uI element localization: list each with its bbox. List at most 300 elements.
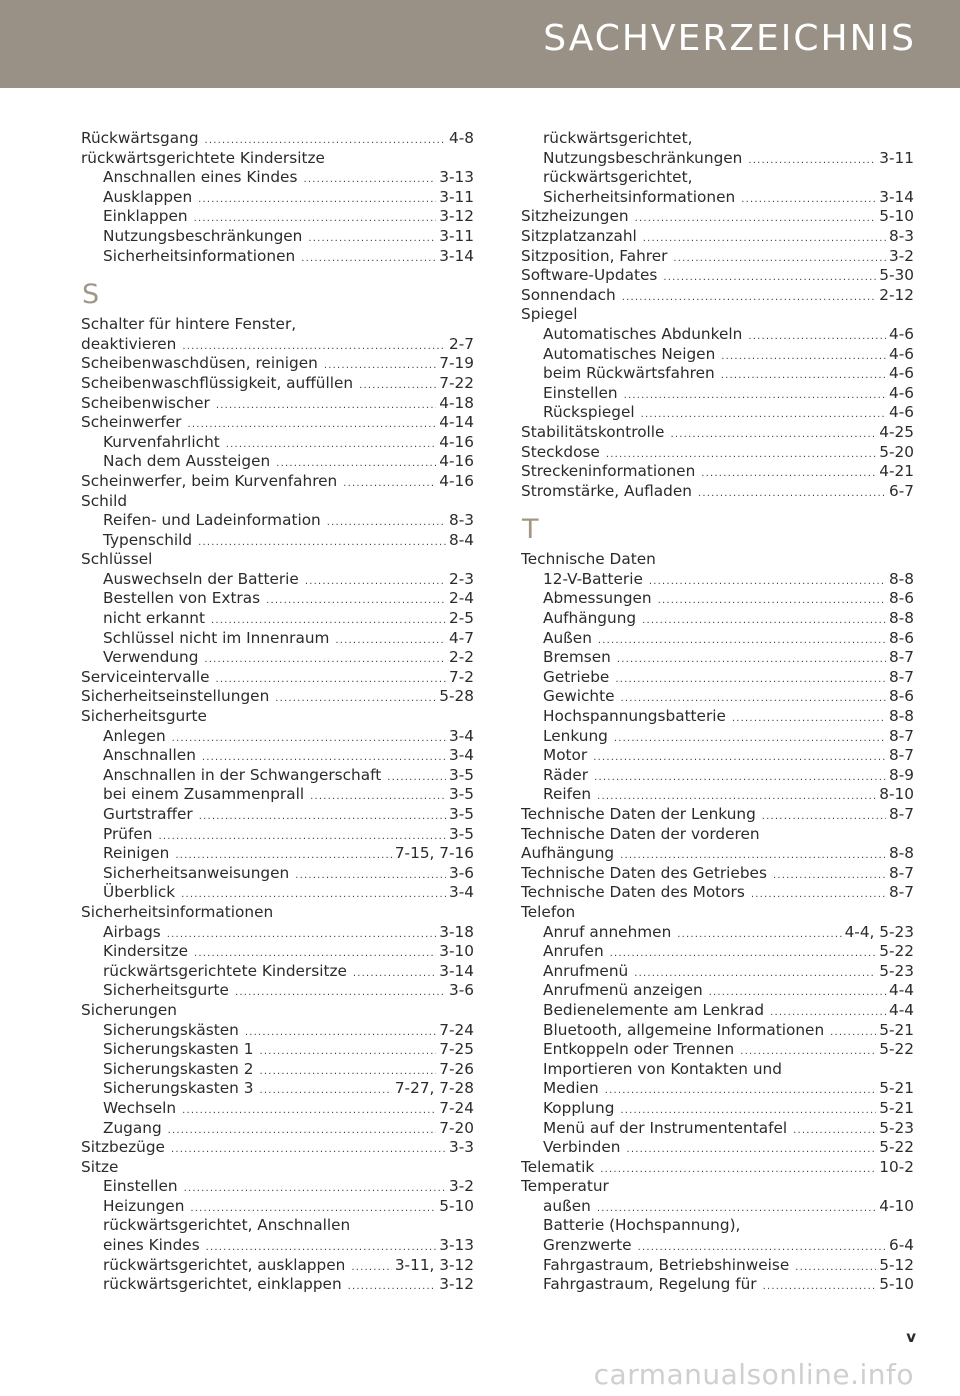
entry-term: Technische Daten (521, 550, 656, 569)
entry-term: Automatisches Neigen (543, 344, 716, 363)
dot-leader (658, 591, 886, 609)
page-reference[interactable]: 4-8 (449, 129, 474, 147)
page-reference[interactable]: 5-10 (879, 207, 914, 226)
entry-term: Bremsen (543, 648, 611, 667)
page-reference[interactable]: 8-7 (889, 805, 914, 823)
index-subentry (521, 981, 914, 1001)
index-entry (81, 413, 474, 433)
page-reference[interactable]: 5-10 (439, 1196, 474, 1215)
dot-leader (741, 190, 876, 208)
entry-term: Schlüssel (81, 550, 153, 569)
page-reference[interactable]: 4-10 (879, 1196, 914, 1215)
page-reference[interactable]: 3-14 (439, 246, 474, 265)
page-reference[interactable]: 4-25 (879, 422, 914, 441)
page-reference[interactable]: 3-13 (439, 168, 474, 187)
index-subentry (521, 962, 914, 982)
page-reference[interactable]: 8-7 (889, 863, 914, 882)
dot-leader (649, 572, 886, 590)
dot-leader (348, 1277, 437, 1295)
page-reference[interactable]: 2-5 (449, 609, 474, 628)
entry-term: Nutzungsbeschränkungen (543, 148, 743, 167)
header-bar (0, 0, 960, 88)
page-title: SACHVERZEICHNIS (543, 18, 916, 59)
page-reference[interactable]: 3-4 (449, 726, 474, 745)
dot-leader (198, 533, 446, 551)
index-entry (81, 374, 474, 394)
dot-leader (359, 376, 436, 394)
page-reference[interactable]: 8-7 (889, 746, 914, 765)
page-reference[interactable]: 6-7 (889, 481, 914, 500)
entry-term: Anrufmenü (543, 961, 629, 980)
dot-leader (721, 347, 886, 365)
dot-leader (184, 1179, 446, 1197)
dot-leader (748, 327, 886, 345)
dot-leader (598, 631, 886, 649)
index-entry (521, 864, 914, 884)
index-subentry (521, 188, 914, 208)
index-entry (521, 207, 914, 227)
page-reference[interactable]: 6-4 (889, 1236, 914, 1255)
dot-leader (194, 209, 437, 227)
page-reference[interactable]: 8-3 (449, 511, 474, 530)
dot-leader (622, 288, 877, 306)
index-subentry (81, 1040, 474, 1060)
dot-leader (709, 983, 886, 1001)
page-reference[interactable]: 8-7 (889, 667, 914, 686)
page-reference[interactable]: 5-10 (879, 1275, 914, 1294)
entry-term: Wechseln (103, 1098, 177, 1117)
index-subentry (81, 433, 474, 453)
page-reference[interactable]: 5-22 (879, 1040, 914, 1059)
entry-term: Streckeninformationen (521, 462, 696, 481)
dot-leader (770, 1003, 886, 1021)
entry-term: Rückspiegel (543, 403, 635, 422)
page-reference[interactable]: 3-10 (439, 942, 474, 961)
index-subentry (521, 1099, 914, 1119)
index-entry (81, 492, 474, 512)
entry-term: Anruf annehmen (543, 922, 672, 941)
entry-term: Sitzplatzanzahl (521, 226, 637, 245)
page-reference[interactable]: 5-22 (879, 942, 914, 961)
dot-leader (387, 768, 446, 786)
page-reference[interactable]: 8-10 (879, 785, 914, 804)
index-subentry (521, 923, 914, 943)
entry-term: Technische Daten der vorderen (521, 824, 760, 843)
dot-leader (773, 866, 886, 884)
index-subentry (81, 1177, 474, 1197)
dot-leader (353, 964, 436, 982)
index-entry (81, 129, 474, 149)
index-subentry (81, 511, 474, 531)
page-reference[interactable]: 3-5 (449, 824, 474, 843)
page-reference[interactable]: 5-23 (879, 1118, 914, 1137)
dot-leader (643, 229, 886, 247)
page-reference[interactable]: 8-9 (889, 765, 914, 784)
dot-leader (635, 209, 877, 227)
page-reference[interactable]: 4-18 (439, 393, 474, 412)
dot-leader (762, 807, 886, 825)
index-subentry (81, 589, 474, 609)
entry-term: Außen (543, 628, 592, 647)
entry-term: Reinigen (103, 844, 170, 863)
index-subentry (521, 570, 914, 590)
index-entry (521, 462, 914, 482)
page-reference[interactable]: 8-8 (889, 609, 914, 628)
index-subentry (521, 727, 914, 747)
entry-term: bei einem Zusammenprall (103, 785, 305, 804)
entry-term: Bluetooth, allgemeine Informationen (543, 1020, 825, 1039)
entry-term: eines Kindes (103, 1236, 200, 1255)
entry-term: rückwärtsgerichtet, (543, 129, 693, 147)
index-entry (521, 227, 914, 247)
page-reference[interactable]: 4-16 (439, 471, 474, 490)
dot-leader (606, 445, 876, 463)
page-reference[interactable]: 3-5 (449, 765, 474, 784)
index-entry (521, 903, 914, 923)
page-reference[interactable]: 3-12 (439, 1275, 474, 1294)
entry-term: Sicherungskasten 2 (103, 1059, 254, 1078)
index-subentry (521, 364, 914, 384)
page-reference[interactable]: 8-3 (889, 226, 914, 245)
entry-term: Grenzwerte (543, 1236, 632, 1255)
dot-leader (605, 1081, 877, 1099)
entry-term: Sicherheitsinformationen (103, 246, 296, 265)
entry-term: Scheibenwaschflüssigkeit, auffüllen (81, 373, 354, 392)
dot-leader (172, 729, 446, 747)
page-reference[interactable]: 4-16 (439, 452, 474, 471)
page-reference[interactable]: 3-4 (449, 883, 474, 902)
dot-leader (795, 1258, 876, 1276)
entry-term: Sicherheitsgurte (81, 707, 207, 726)
page-reference[interactable]: 3-2 (889, 246, 914, 265)
dot-leader (597, 1199, 876, 1217)
dot-leader (245, 1023, 436, 1041)
page-reference[interactable]: 7-19 (439, 354, 474, 373)
index-entry (81, 149, 474, 169)
index-subentry (81, 452, 474, 472)
page-reference[interactable]: 7-2 (449, 667, 474, 686)
section-letter: T (522, 514, 539, 546)
index-entry (81, 1001, 474, 1021)
entry-term: Sitzheizungen (521, 207, 629, 226)
dot-leader (343, 474, 436, 492)
watermark: carmanualsonline.info (593, 1358, 914, 1391)
entry-term: Batterie (Hochspannung), (543, 1216, 741, 1235)
entry-term: Sicherheitsanweisungen (103, 863, 290, 882)
index-subentry (521, 1021, 914, 1041)
page-number: v (906, 1328, 916, 1346)
entry-term: Nach dem Aussteigen (103, 452, 271, 471)
entry-term: rückwärtsgerichtete Kindersitze (81, 148, 325, 167)
dot-leader (235, 983, 446, 1001)
entry-term: Typenschild (103, 530, 193, 549)
entry-term: Anrufmenü anzeigen (543, 981, 703, 1000)
dot-leader (181, 885, 446, 903)
dot-leader (620, 846, 886, 864)
page-reference[interactable]: 5-12 (879, 1255, 914, 1274)
entry-term: beim Rückwärtsfahren (543, 364, 715, 383)
page-reference[interactable]: 7-27, 7-28 (394, 1079, 474, 1098)
page-reference[interactable]: 4-21 (879, 462, 914, 481)
page-reference[interactable]: 3-6 (449, 981, 474, 1000)
page-reference[interactable]: 4-7 (449, 628, 474, 647)
entry-term: Airbags (103, 922, 161, 941)
index-subentry (81, 629, 474, 649)
page-reference[interactable]: 5-20 (879, 442, 914, 461)
dot-leader (642, 611, 886, 629)
page-reference[interactable]: 4-16 (439, 432, 474, 451)
index-subentry (521, 766, 914, 786)
index-entry (81, 472, 474, 492)
entry-term: Gewichte (543, 687, 615, 706)
index-subentry (81, 1275, 474, 1295)
entry-term: Kurvenfahrlicht (103, 432, 220, 451)
index-subentry (81, 1256, 474, 1276)
index-subentry (81, 1197, 474, 1217)
entry-term: Prüfen (103, 824, 153, 843)
entry-term: Bestellen von Extras (103, 589, 261, 608)
page-reference[interactable]: 10-2 (879, 1157, 914, 1176)
page-reference[interactable]: 4-6 (889, 324, 914, 343)
dot-leader (158, 827, 446, 845)
page-reference[interactable]: 3-11 (439, 187, 474, 206)
dot-leader (763, 1277, 877, 1295)
dot-leader (721, 366, 886, 384)
dot-leader (276, 454, 436, 472)
page-reference[interactable]: 7-24 (439, 1098, 474, 1117)
index-subentry (521, 648, 914, 668)
dot-leader (626, 1140, 876, 1158)
entry-term: rückwärtsgerichtet, Anschnallen (103, 1216, 351, 1235)
page-reference[interactable]: 7-24 (439, 1020, 474, 1039)
entry-term: Anschnallen in der Schwangerschaft (103, 765, 382, 784)
page-reference[interactable]: 8-7 (889, 883, 914, 902)
entry-term: Hochspannungsbatterie (543, 707, 726, 726)
entry-term: Überblick (103, 883, 176, 902)
entry-term: Sitzposition, Fahrer (521, 246, 668, 265)
entry-term: Sitzbezüge (81, 1138, 165, 1157)
entry-term: Schlüssel nicht im Innenraum (103, 628, 330, 647)
entry-term: Sicherungskästen (103, 1020, 239, 1039)
page-reference[interactable]: 8-4 (449, 530, 474, 549)
index-subentry (81, 207, 474, 227)
entry-term: Räder (543, 765, 589, 784)
page-reference[interactable]: 4-6 (889, 383, 914, 402)
dot-leader (266, 591, 446, 609)
index-subentry (81, 962, 474, 982)
index-subentry (521, 1001, 914, 1021)
dot-leader (732, 709, 886, 727)
page-reference[interactable]: 3-2 (449, 1177, 474, 1196)
index-entry (81, 394, 474, 414)
page-reference[interactable]: 8-8 (889, 707, 914, 726)
page-reference[interactable]: 3-5 (449, 805, 474, 823)
entry-term: Sitze (81, 1157, 119, 1176)
page-reference[interactable]: 8-6 (889, 628, 914, 647)
entry-term: Einstellen (103, 1177, 178, 1196)
index-subentry (81, 785, 474, 805)
entry-term: deaktivieren (81, 334, 177, 353)
page-reference[interactable]: 8-7 (889, 726, 914, 745)
entry-term: Sicherungen (81, 1000, 177, 1019)
index-subentry (81, 1216, 474, 1236)
dot-leader (190, 1199, 436, 1217)
page-reference[interactable]: 5-23 (879, 961, 914, 980)
entry-term: rückwärtsgerichtete Kindersitze (103, 961, 347, 980)
page-reference[interactable]: 7-20 (439, 1118, 474, 1137)
page-reference[interactable]: 2-7 (449, 334, 474, 353)
entry-term: Fahrgastraum, Regelung für (543, 1275, 757, 1294)
index-entry (81, 550, 474, 570)
page-reference[interactable]: 3-14 (879, 187, 914, 206)
page-reference[interactable]: 8-8 (889, 569, 914, 588)
entry-term: Gurtstraffer (103, 805, 193, 823)
dot-leader (295, 866, 446, 884)
dot-leader (615, 670, 886, 688)
entry-term: Getriebe (543, 667, 610, 686)
page-reference[interactable]: 5-21 (879, 1079, 914, 1098)
page-reference[interactable]: 3-11 (879, 148, 914, 167)
index-subentry (81, 1099, 474, 1119)
index-subentry (81, 844, 474, 864)
entry-term: Spiegel (521, 305, 578, 324)
page-reference[interactable]: 7-25 (439, 1040, 474, 1059)
dot-leader (663, 268, 876, 286)
index-subentry (521, 168, 914, 188)
dot-leader (620, 1101, 876, 1119)
entry-term: rückwärtsgerichtet, (543, 168, 693, 187)
dot-leader (305, 572, 446, 590)
page-reference[interactable]: 3-13 (439, 1236, 474, 1255)
page-reference[interactable]: 8-7 (889, 648, 914, 667)
index-subentry (521, 1119, 914, 1139)
page-reference[interactable]: 4-4 (889, 1000, 914, 1019)
page-reference[interactable]: 2-4 (449, 589, 474, 608)
page-reference[interactable]: 5-30 (879, 266, 914, 285)
index-subentry (81, 766, 474, 786)
entry-term: Motor (543, 746, 588, 765)
dot-leader (216, 396, 436, 414)
dot-leader (740, 1042, 876, 1060)
index-entry (81, 687, 474, 707)
dot-leader (610, 944, 877, 962)
page-reference[interactable]: 3-3 (449, 1138, 474, 1157)
index-subentry (81, 1079, 474, 1099)
entry-term: Bedienelemente am Lenkrad (543, 1000, 765, 1019)
index-subentry (521, 687, 914, 707)
entry-term: Telefon (521, 902, 576, 921)
page-reference[interactable]: 7-22 (439, 373, 474, 392)
page-reference[interactable]: 2-2 (449, 648, 474, 667)
entry-term: Software-Updates (521, 266, 658, 285)
index-column-right (521, 129, 914, 1295)
dot-leader (310, 787, 446, 805)
page-reference[interactable]: 5-28 (439, 687, 474, 706)
index-entry (521, 805, 914, 825)
page-reference[interactable]: 3-6 (449, 863, 474, 882)
page-reference[interactable]: 7-15, 7-16 (394, 844, 474, 863)
entry-term: Einklappen (103, 207, 188, 226)
index-subentry (81, 168, 474, 188)
page-reference[interactable]: 4-6 (889, 344, 914, 363)
index-entry (521, 266, 914, 286)
entry-term: Sicherungskasten 1 (103, 1040, 254, 1059)
entry-term: Lenkung (543, 726, 608, 745)
index-entry (521, 247, 914, 267)
index-subentry (521, 629, 914, 649)
page-reference[interactable]: 3-12 (439, 207, 474, 226)
entry-term: 12-V-Batterie (543, 569, 643, 588)
page-reference[interactable]: 3-11, 3-12 (394, 1255, 474, 1274)
page-reference[interactable]: 7-26 (439, 1059, 474, 1078)
entry-term: Ausklappen (103, 187, 193, 206)
index-subentry (81, 1060, 474, 1080)
dot-leader (171, 1140, 446, 1158)
page-reference[interactable]: 8-8 (889, 844, 914, 863)
index-subentry (81, 981, 474, 1001)
page-reference[interactable]: 2-12 (879, 285, 914, 304)
index-subentry (521, 707, 914, 727)
index-subentry (521, 1256, 914, 1276)
page-reference[interactable]: 8-6 (889, 589, 914, 608)
dot-leader (167, 925, 437, 943)
entry-term: Verwendung (103, 648, 199, 667)
page-reference[interactable]: 3-4 (449, 746, 474, 765)
page-reference[interactable]: 4-6 (889, 364, 914, 383)
page-reference[interactable]: 3-5 (449, 785, 474, 804)
page-reference[interactable]: 4-4 (889, 981, 914, 1000)
index-subentry (81, 648, 474, 668)
page-reference[interactable]: 8-6 (889, 687, 914, 706)
dot-leader (198, 190, 436, 208)
page-reference[interactable]: 3-18 (439, 922, 474, 941)
entry-term: Sicherheitsinformationen (81, 902, 274, 921)
dot-leader (216, 670, 446, 688)
entry-term: Technische Daten des Getriebes (521, 863, 767, 882)
entry-term: Scheinwerfer (81, 413, 182, 432)
index-subentry (81, 570, 474, 590)
index-subentry (521, 325, 914, 345)
index-subentry (81, 923, 474, 943)
page-reference[interactable]: 4-14 (439, 413, 474, 432)
dot-leader (204, 650, 446, 668)
index-entry (521, 844, 914, 864)
page-reference[interactable]: 2-3 (449, 569, 474, 588)
page-reference[interactable]: 5-22 (879, 1138, 914, 1157)
index-entry (521, 883, 914, 903)
index-subentry (521, 1197, 914, 1217)
dot-leader (638, 1238, 886, 1256)
entry-term: Heizungen (103, 1196, 185, 1215)
page-reference[interactable]: 3-11 (439, 226, 474, 245)
entry-term: Verbinden (543, 1138, 621, 1157)
dot-leader (303, 170, 436, 188)
index-subentry (521, 1079, 914, 1099)
index-subentry (521, 1040, 914, 1060)
dot-leader (670, 425, 876, 443)
page-reference[interactable]: 5-21 (879, 1020, 914, 1039)
index-entry (521, 305, 914, 325)
page-reference[interactable]: 4-6 (889, 403, 914, 422)
page-reference[interactable]: 5-21 (879, 1098, 914, 1117)
dot-leader (617, 650, 886, 668)
page-reference[interactable]: 3-14 (439, 961, 474, 980)
entry-term: Fahrgastraum, Betriebshinweise (543, 1255, 790, 1274)
entry-term: Abmessungen (543, 589, 652, 608)
page-reference[interactable]: 4-4, 5-23 (844, 922, 914, 941)
index-entry (521, 423, 914, 443)
dot-leader (226, 435, 437, 453)
